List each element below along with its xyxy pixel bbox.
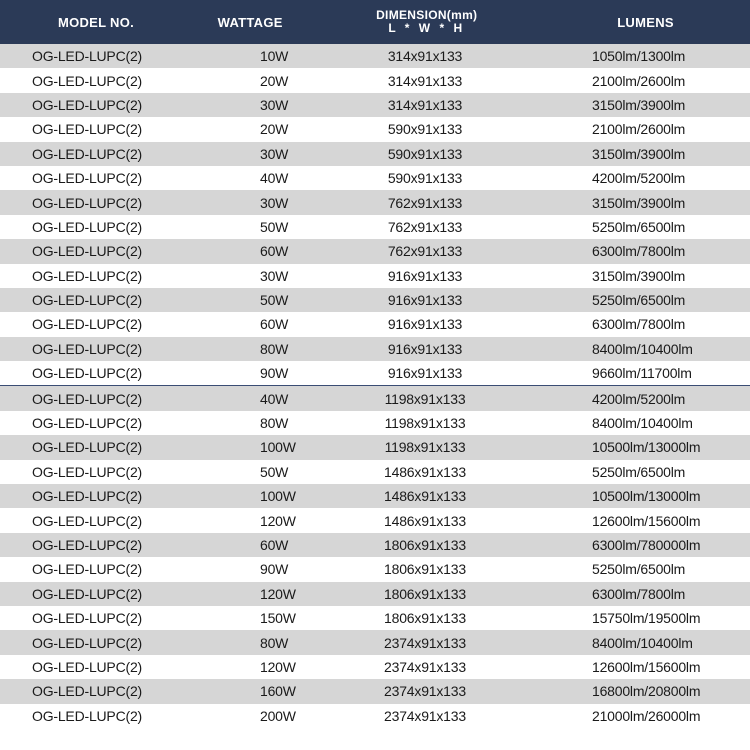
lumens-cell: 10500lm/13000lm [592, 439, 701, 456]
dimension-cell: 1806x91x133 [384, 585, 466, 602]
wattage-cell: 40W [260, 170, 289, 187]
wattage-cell: 10W [260, 48, 289, 65]
model-cell: OG-LED-LUPC(2) [32, 390, 142, 407]
table-row [0, 385, 750, 410]
dimension-cell: 2374x91x133 [384, 707, 466, 724]
lumens-cell: 12600lm/15600lm [592, 658, 701, 675]
lumens-cell: 6300lm/7800lm [592, 316, 686, 333]
lumens-cell: 15750lm/19500lm [592, 610, 701, 627]
dimension-cell: 314x91x133 [387, 72, 463, 89]
table-row [0, 630, 750, 654]
wattage-cell: 60W [260, 243, 289, 260]
dimension-cell: 2374x91x133 [384, 683, 466, 700]
wattage-cell: 120W [260, 512, 296, 529]
dimension-cell: 1486x91x133 [384, 512, 466, 529]
table-header [0, 0, 750, 44]
model-cell: OG-LED-LUPC(2) [32, 634, 142, 651]
table-row [0, 337, 750, 361]
dimension-cell: 590x91x133 [387, 145, 463, 162]
dimension-cell: 916x91x133 [387, 292, 463, 309]
wattage-cell: 30W [260, 267, 289, 284]
wattage-cell: 60W [260, 316, 289, 333]
lumens-cell: 8400lm/10400lm [592, 415, 693, 432]
wattage-cell: 160W [260, 683, 296, 700]
wattage-cell: 30W [260, 96, 289, 113]
dimension-cell: 762x91x133 [387, 243, 463, 260]
table-row [0, 190, 750, 214]
table-body [0, 44, 750, 728]
table-row [0, 44, 750, 68]
table-row [0, 166, 750, 190]
wattage-cell: 80W [260, 415, 289, 432]
dimension-cell: 762x91x133 [387, 194, 463, 211]
table-row [0, 312, 750, 336]
table-row [0, 533, 750, 557]
table-row [0, 582, 750, 606]
model-cell: OG-LED-LUPC(2) [32, 218, 142, 235]
dimension-cell: 314x91x133 [387, 48, 463, 65]
wattage-cell: 50W [260, 463, 289, 480]
table-row [0, 679, 750, 703]
wattage-cell: 20W [260, 72, 289, 89]
model-cell: OG-LED-LUPC(2) [32, 170, 142, 187]
table-row [0, 288, 750, 312]
lumens-cell: 6300lm/7800lm [592, 243, 686, 260]
wattage-cell: 50W [260, 218, 289, 235]
wattage-cell: 30W [260, 145, 289, 162]
dimension-cell: 590x91x133 [387, 121, 463, 138]
lumens-cell: 8400lm/10400lm [592, 634, 693, 651]
wattage-cell: 60W [260, 537, 289, 553]
wattage-cell: 200W [260, 707, 296, 724]
table-row [0, 704, 750, 728]
dimension-cell: 2374x91x133 [384, 658, 466, 675]
model-cell: OG-LED-LUPC(2) [32, 439, 142, 456]
model-cell: OG-LED-LUPC(2) [32, 292, 142, 309]
model-cell: OG-LED-LUPC(2) [32, 194, 142, 211]
model-cell: OG-LED-LUPC(2) [32, 72, 142, 89]
table-row [0, 655, 750, 679]
wattage-cell: 80W [260, 634, 289, 651]
model-cell: OG-LED-LUPC(2) [32, 267, 142, 284]
dimension-cell: 1806x91x133 [384, 610, 466, 627]
model-cell: OG-LED-LUPC(2) [32, 48, 142, 65]
table-row [0, 557, 750, 581]
lumens-cell: 4200lm/5200lm [592, 390, 686, 407]
dimension-cell: 314x91x133 [387, 96, 463, 113]
dimension-cell: 1198x91x133 [384, 415, 466, 432]
model-cell: OG-LED-LUPC(2) [32, 512, 142, 529]
lumens-cell: 6300lm/7800lm [592, 585, 686, 602]
wattage-cell: 30W [260, 194, 289, 211]
wattage-cell: 150W [260, 610, 296, 627]
lumens-cell: 5250lm/6500lm [592, 463, 686, 480]
table-row [0, 361, 750, 385]
model-cell: OG-LED-LUPC(2) [32, 561, 142, 578]
lumens-cell: 8400lm/10400lm [592, 340, 693, 357]
model-cell: OG-LED-LUPC(2) [32, 340, 142, 357]
dimension-cell: 916x91x133 [387, 365, 463, 382]
wattage-cell: 120W [260, 658, 296, 675]
dimension-cell: 1486x91x133 [384, 488, 466, 505]
header-wattage: WATTAGE [217, 14, 283, 30]
header-lumens: LUMENS [617, 14, 674, 30]
lumens-cell: 3150lm/3900lm [592, 96, 686, 113]
model-cell: OG-LED-LUPC(2) [32, 658, 142, 675]
model-cell: OG-LED-LUPC(2) [32, 537, 142, 553]
lumens-cell: 21000lm/26000lm [592, 707, 701, 724]
dimension-cell: 916x91x133 [387, 267, 463, 284]
wattage-cell: 100W [260, 439, 296, 456]
table-row [0, 68, 750, 92]
dimension-cell: 590x91x133 [387, 170, 463, 187]
model-cell: OG-LED-LUPC(2) [32, 488, 142, 505]
table-row [0, 460, 750, 484]
wattage-cell: 90W [260, 365, 289, 382]
wattage-cell: 100W [260, 488, 296, 505]
dimension-cell: 762x91x133 [387, 218, 463, 235]
model-cell: OG-LED-LUPC(2) [32, 316, 142, 333]
dimension-cell: 1486x91x133 [384, 463, 466, 480]
lumens-cell: 2100lm/2600lm [592, 121, 686, 138]
model-cell: OG-LED-LUPC(2) [32, 683, 142, 700]
table-row [0, 435, 750, 459]
lumens-cell: 2100lm/2600lm [592, 72, 686, 89]
table-row [0, 93, 750, 117]
dimension-cell: 916x91x133 [387, 316, 463, 333]
lumens-cell: 5250lm/6500lm [592, 561, 686, 578]
lumens-cell: 1050lm/1300lm [592, 48, 686, 65]
model-cell: OG-LED-LUPC(2) [32, 585, 142, 602]
dimension-cell: 916x91x133 [387, 340, 463, 357]
dimension-cell: 1198x91x133 [384, 439, 466, 456]
wattage-cell: 90W [260, 561, 289, 578]
model-cell: OG-LED-LUPC(2) [32, 96, 142, 113]
wattage-cell: 80W [260, 340, 289, 357]
model-cell: OG-LED-LUPC(2) [32, 243, 142, 260]
lumens-cell: 10500lm/13000lm [592, 488, 701, 505]
lumens-cell: 6300lm/780000lm [592, 537, 701, 553]
table-row [0, 215, 750, 239]
dimension-cell: 1806x91x133 [384, 537, 466, 553]
lumens-cell: 4200lm/5200lm [592, 170, 686, 187]
table-row [0, 239, 750, 263]
header-dimension-title: DIMENSION(mm) [376, 8, 478, 22]
lumens-cell: 3150lm/3900lm [592, 194, 686, 211]
wattage-cell: 50W [260, 292, 289, 309]
dimension-cell: 1198x91x133 [384, 390, 466, 407]
wattage-cell: 120W [260, 585, 296, 602]
model-cell: OG-LED-LUPC(2) [32, 365, 142, 382]
model-cell: OG-LED-LUPC(2) [32, 610, 142, 627]
table-row [0, 142, 750, 166]
lumens-cell: 3150lm/3900lm [592, 267, 686, 284]
dimension-cell: 1806x91x133 [384, 561, 466, 578]
table-row [0, 484, 750, 508]
table-row [0, 508, 750, 532]
model-cell: OG-LED-LUPC(2) [32, 707, 142, 724]
model-cell: OG-LED-LUPC(2) [32, 415, 142, 432]
header-dimension [312, 9, 541, 35]
lumens-cell: 16800lm/20800lm [592, 683, 701, 700]
lumens-cell: 12600lm/15600lm [592, 512, 701, 529]
table-row [0, 264, 750, 288]
wattage-cell: 20W [260, 121, 289, 138]
table-row [0, 606, 750, 630]
header-model: MODEL NO. [57, 14, 135, 30]
lumens-cell: 5250lm/6500lm [592, 218, 686, 235]
model-cell: OG-LED-LUPC(2) [32, 463, 142, 480]
wattage-cell: 40W [260, 390, 289, 407]
model-cell: OG-LED-LUPC(2) [32, 145, 142, 162]
lumens-cell: 5250lm/6500lm [592, 292, 686, 309]
lumens-cell: 9660lm/11700lm [592, 365, 692, 382]
dimension-cell: 2374x91x133 [384, 634, 466, 651]
table-row [0, 117, 750, 141]
lumens-cell: 3150lm/3900lm [592, 145, 686, 162]
table-row [0, 411, 750, 435]
model-cell: OG-LED-LUPC(2) [32, 121, 142, 138]
header-dimension-units: L * W * H [388, 21, 466, 35]
